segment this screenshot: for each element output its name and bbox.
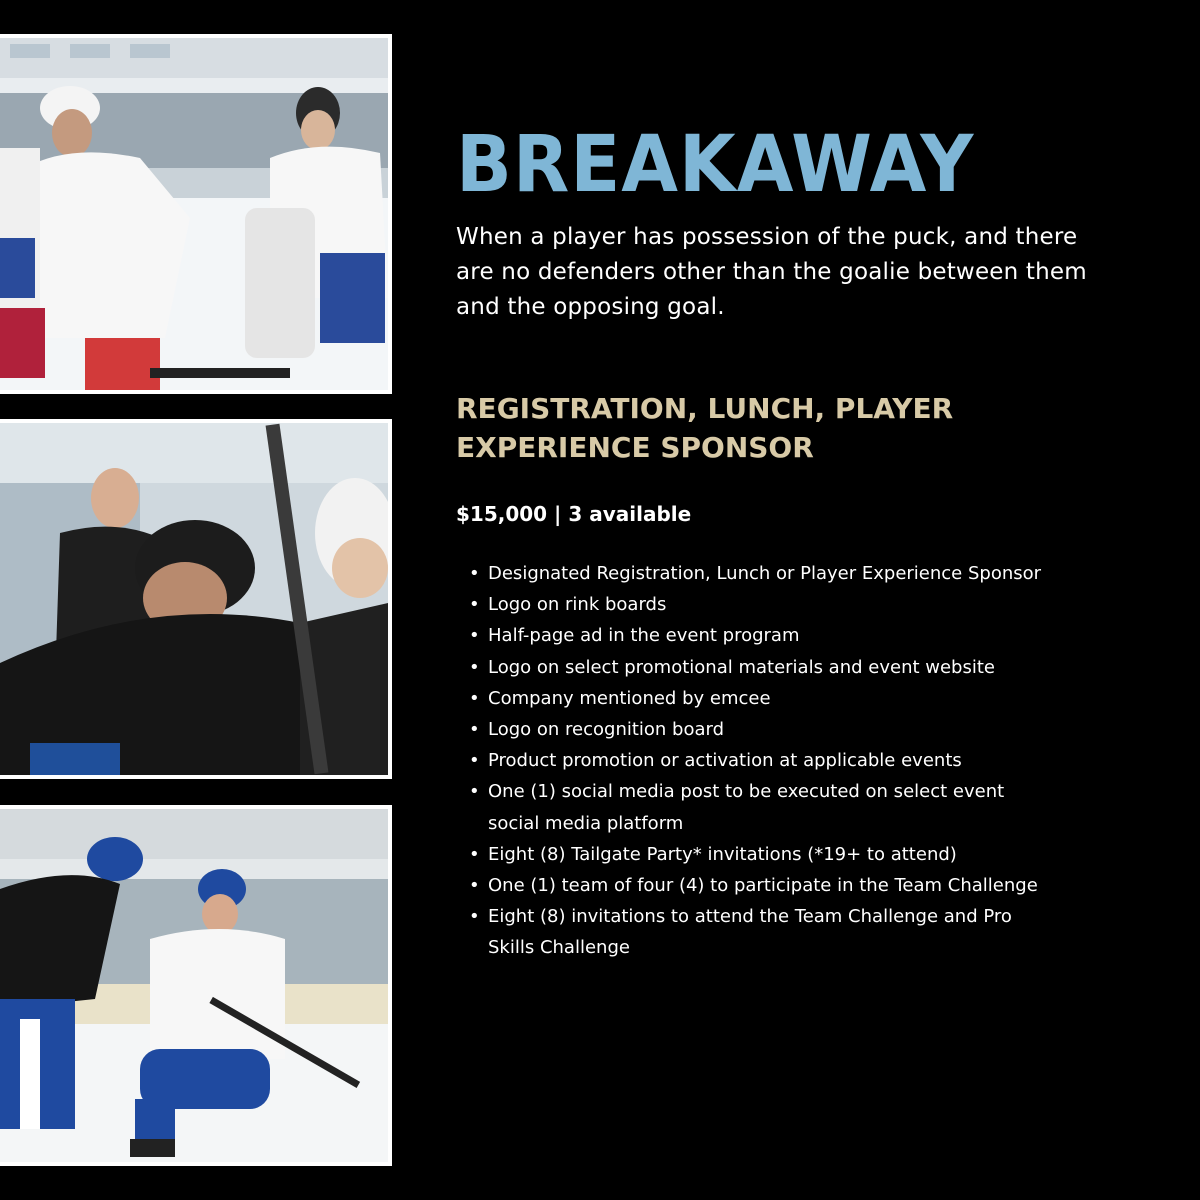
list-item: • Logo on recognition board <box>456 714 1056 745</box>
list-item: • Eight (8) invitations to attend the Team Challenge and Pro Skills Challenge <box>456 901 1056 963</box>
list-item: • Half-page ad in the event program <box>456 620 1056 651</box>
benefits-list <box>456 558 1056 964</box>
list-item: • Eight (8) Tailgate Party* invitations (*19+ to attend) <box>456 839 1056 870</box>
bullet-icon: • <box>469 906 480 928</box>
price-and-availability: $15,000 | 3 available <box>456 502 692 526</box>
photo-illustration <box>0 38 388 390</box>
list-item: • Designated Registration, Lunch or Player Experience Sponsor <box>456 558 1056 589</box>
bullet-icon: • <box>469 719 480 741</box>
sponsor-tier-title: REGISTRATION, LUNCH, PLAYER EXPERIENCE SPONSOR <box>456 392 954 464</box>
sponsorship-content <box>456 118 1156 964</box>
photo-illustration <box>0 809 388 1162</box>
players-and-goalie-photo <box>0 34 392 394</box>
kneeling-players-photo <box>0 805 392 1166</box>
bullet-icon: • <box>469 656 480 678</box>
photo-illustration <box>0 423 388 775</box>
list-item: • One (1) social media post to be executed on select event social media platform <box>456 776 1056 838</box>
bullet-icon: • <box>469 875 480 897</box>
list-item: • Product promotion or activation at applicable events <box>456 745 1056 776</box>
list-item: • Logo on select promotional materials and event website <box>456 652 1056 683</box>
bullet-icon: • <box>469 563 480 584</box>
bullet-icon: • <box>469 843 480 865</box>
bullet-icon: • <box>469 687 480 709</box>
players-on-bench-photo <box>0 419 392 779</box>
list-item: • Company mentioned by emcee <box>456 683 1056 714</box>
bullet-icon: • <box>469 750 480 772</box>
bullet-icon: • <box>469 625 480 647</box>
intro-text: When a player has possession of the puck, and there are no defenders other than the goalie between them and the opposing goal. <box>456 224 1087 320</box>
list-item: • Logo on rink boards <box>456 589 1056 620</box>
page-title: BREAKAWAY <box>456 120 975 210</box>
bullet-icon: • <box>469 594 480 616</box>
bullet-icon: • <box>469 781 480 803</box>
list-item: • One (1) team of four (4) to participate in the Team Challenge <box>456 870 1056 901</box>
